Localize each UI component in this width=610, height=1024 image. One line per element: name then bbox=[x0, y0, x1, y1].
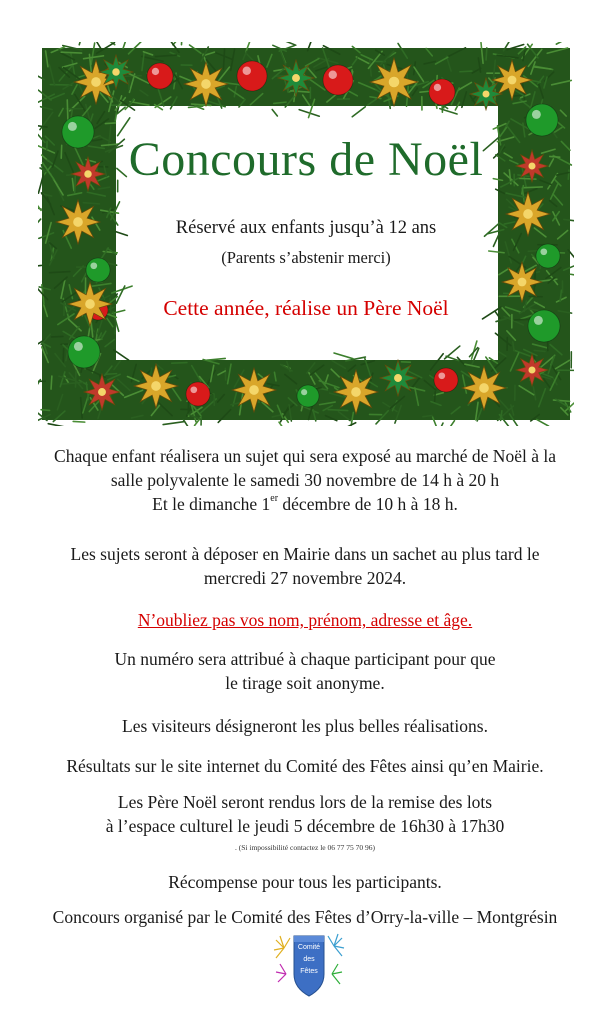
contact-note: . (Si impossibilité contactez le 06 77 75 70 96) bbox=[235, 843, 375, 852]
reminder-text: N’oubliez pas vos nom, prénom, adresse et âge. bbox=[137, 610, 473, 630]
exhibition-line-1: Chaque enfant réalisera un sujet qui sera exposé au marché de Noël à la bbox=[54, 446, 556, 466]
exhibition-line-3-start: Et le dimanche 1 bbox=[152, 494, 271, 514]
visitors-vote-text: Les visiteurs désigneront les plus belles réalisations. bbox=[122, 716, 488, 736]
exhibition-line-3-end: décembre de 10 h à 18 h. bbox=[278, 494, 458, 514]
logo-line-2: des bbox=[303, 956, 315, 963]
logo-line-3: Fêtes bbox=[300, 968, 318, 975]
return-paragraph bbox=[0, 790, 610, 838]
exhibition-line-3 bbox=[0, 492, 610, 516]
christmas-garland-frame bbox=[38, 42, 574, 426]
anonymous-line-1: Un numéro sera attribué à chaque participant pour que bbox=[114, 649, 496, 669]
reward-text: Récompense pour tous les participants. bbox=[168, 872, 442, 892]
age-restriction-text: Réservé aux enfants jusqu’à 12 ans bbox=[175, 218, 437, 238]
exhibition-paragraph bbox=[0, 444, 610, 516]
logo-line-1: Comité bbox=[297, 944, 321, 951]
return-line-2: à l’espace culturel le jeudi 5 décembre de 16h30 à 17h30 bbox=[105, 816, 505, 836]
exhibition-line-2: salle polyvalente le samedi 30 novembre de 14 h à 20 h bbox=[110, 470, 500, 490]
deposit-line-1: Les sujets seront à déposer en Mairie dans un sachet au plus tard le bbox=[70, 544, 540, 564]
parents-note: (Parents s’abstenir merci) bbox=[221, 248, 391, 267]
ordinal-superscript: er bbox=[270, 493, 279, 505]
fireworks-shield-logo-icon bbox=[272, 930, 346, 1000]
results-text: Résultats sur le site internet du Comité des Fêtes ainsi qu’en Mairie. bbox=[66, 756, 544, 776]
organizer-text: Concours organisé par le Comité des Fêtes d’Orry-la-ville – Montgrésin bbox=[52, 907, 558, 927]
deposit-line-2: mercredi 27 novembre 2024. bbox=[203, 568, 407, 588]
anonymous-number-paragraph bbox=[0, 647, 610, 695]
page-title: Concours de Noël bbox=[128, 133, 484, 186]
deposit-paragraph bbox=[0, 542, 610, 590]
return-line-1: Les Père Noël seront rendus lors de la remise des lots bbox=[117, 792, 493, 812]
anonymous-line-2: le tirage soit anonyme. bbox=[225, 673, 385, 693]
theme-highlight: Cette année, réalise un Père Noël bbox=[163, 296, 449, 320]
